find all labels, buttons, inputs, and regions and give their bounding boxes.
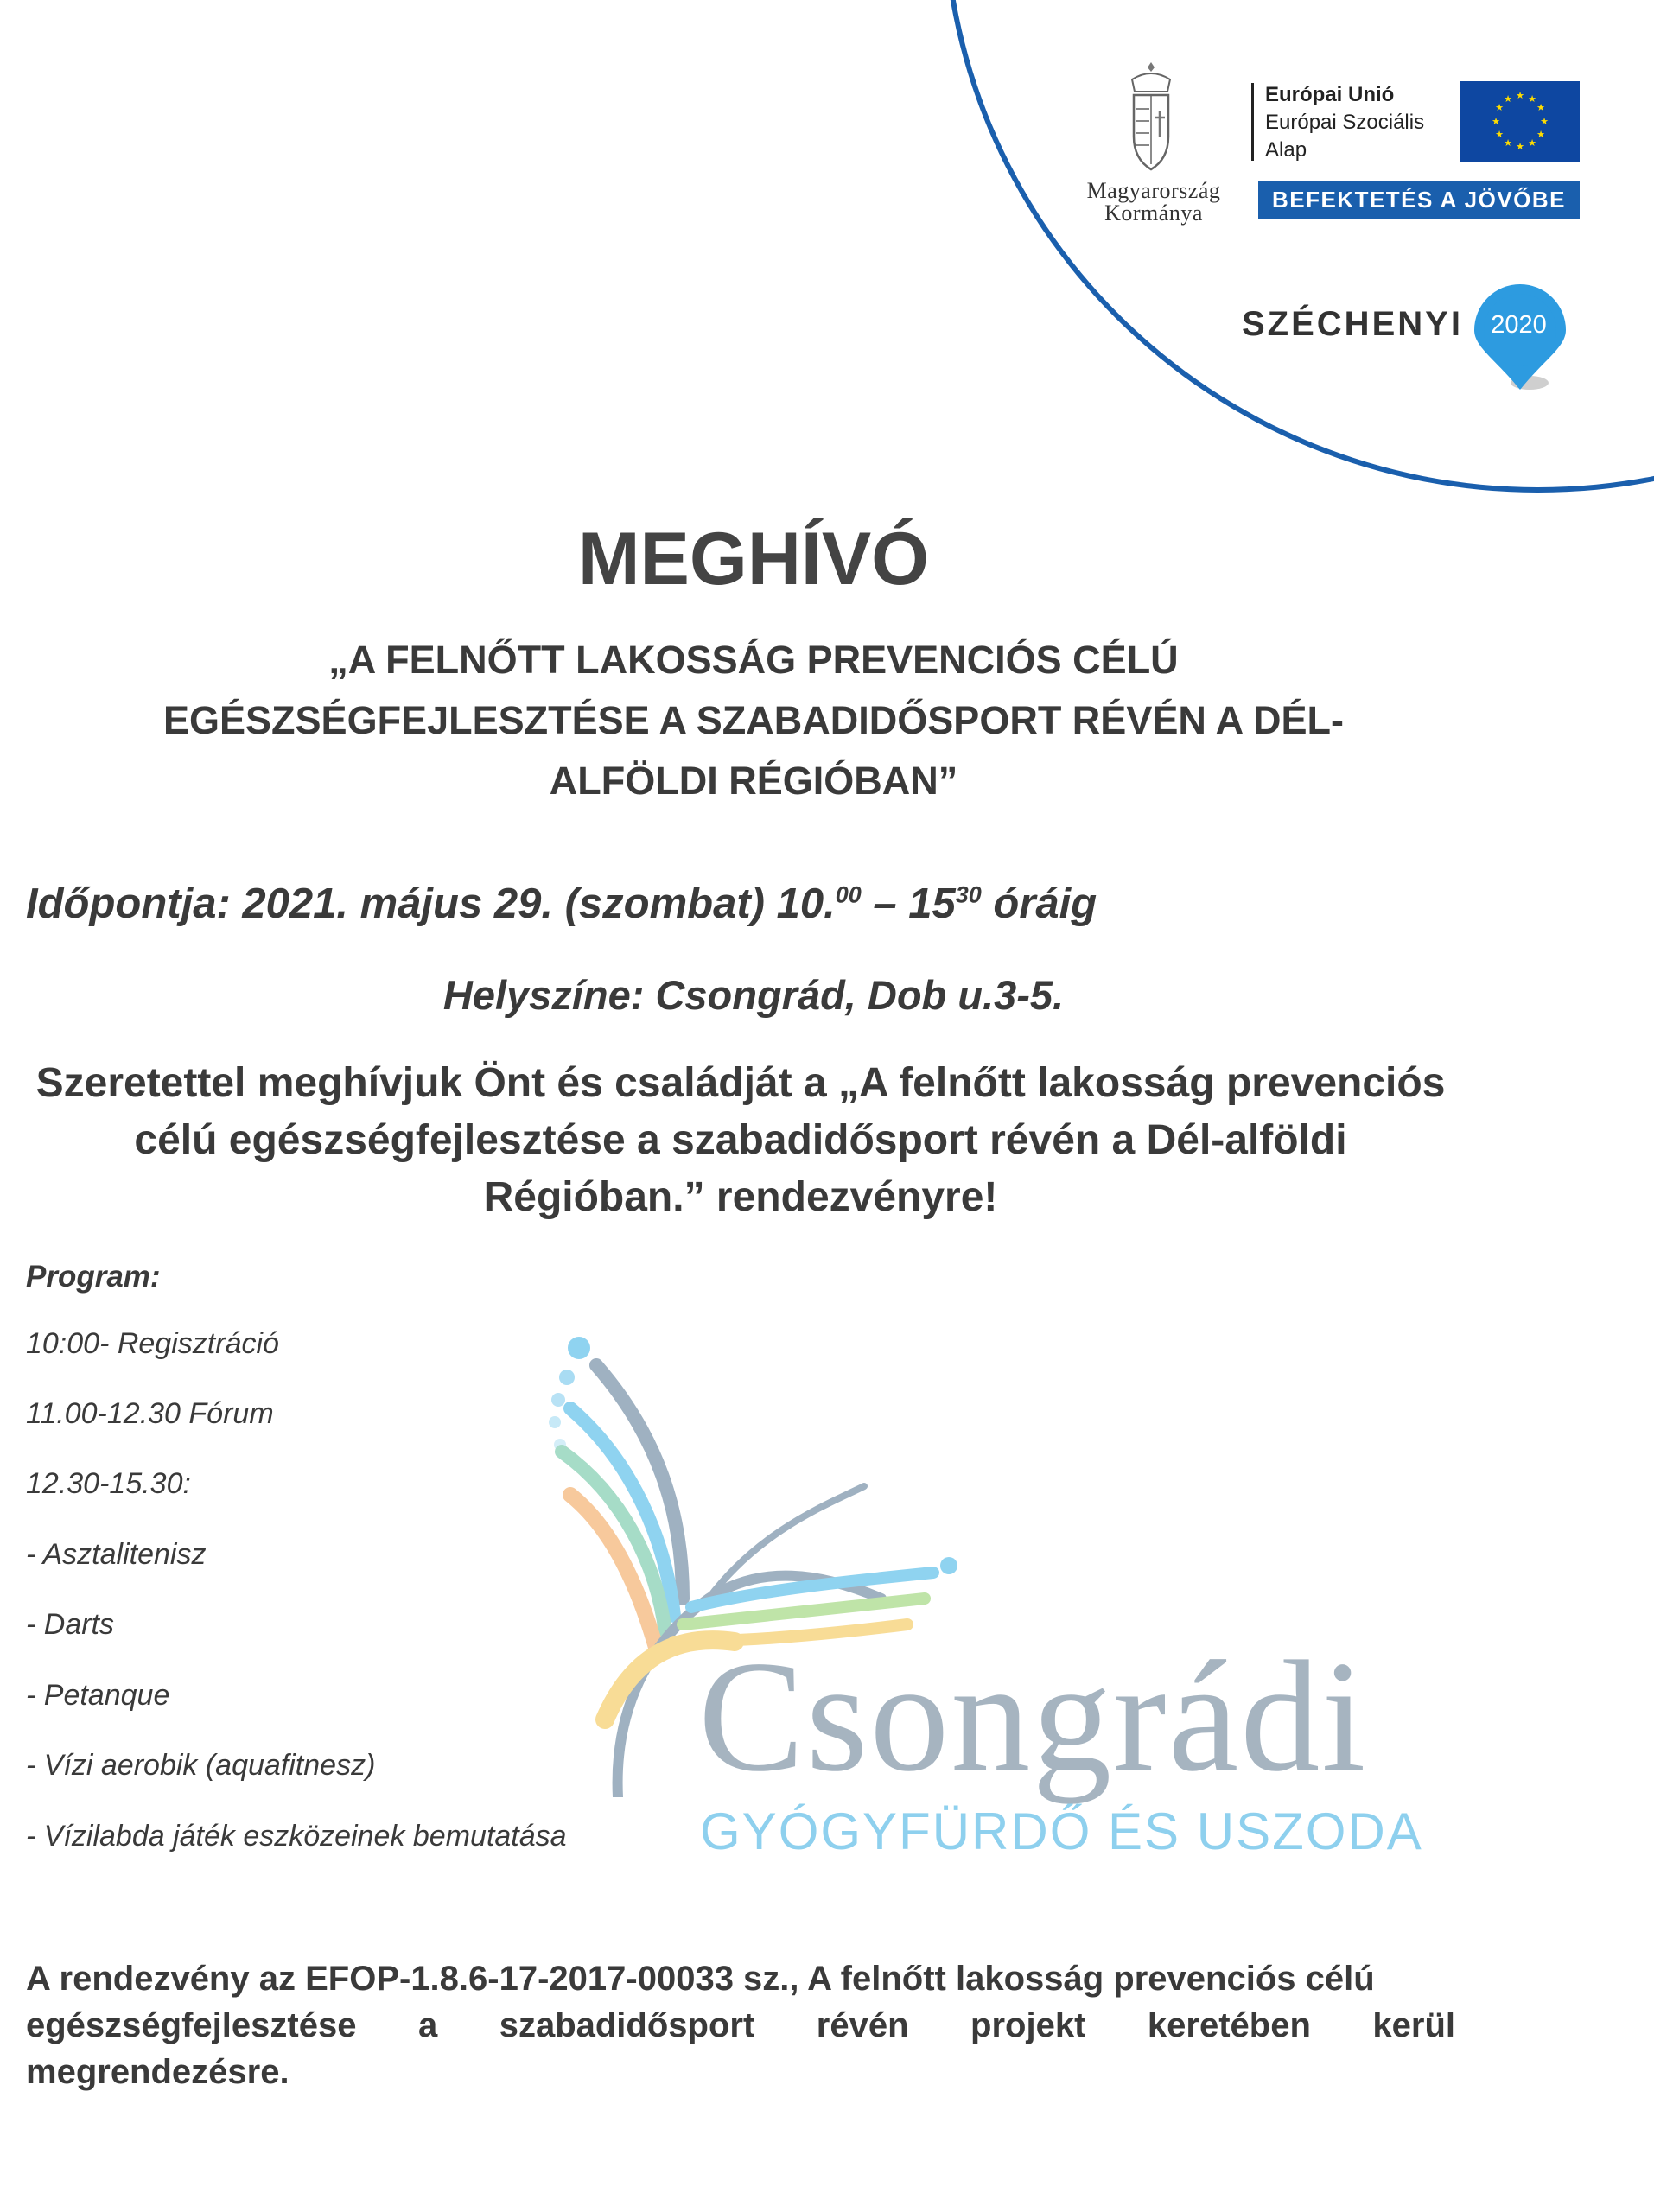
svg-text:★: ★ [1504,137,1512,149]
footer-word: projekt [970,2006,1086,2044]
svg-text:★: ★ [1528,93,1536,105]
svg-text:★: ★ [1536,102,1545,113]
eu-fund-label-2: Alap [1265,138,1307,162]
footer-word: egészségfejlesztése [26,2006,357,2044]
program-item: 10:00- Regisztráció [26,1327,279,1360]
event-time-start-minutes: 00 [835,881,862,908]
event-time [26,880,1097,928]
footer-line-1: A rendezvény az EFOP-1.8.6-17-2017-00033 sz., A felnőtt lakosság prevenciós célú [26,1960,1375,1998]
szechenyi-label: SZÉCHENYI [1242,305,1463,343]
program-heading: Program: [26,1260,161,1294]
event-time-end-minutes: 30 [955,881,982,908]
bath-logo-name: Csongrádi [698,1628,1368,1804]
footer-line-2 [26,2006,1455,2045]
invitation-line-3: Régióban.” rendezvényre! [483,1174,998,1220]
footer-line-3: megrendezésre. [26,2053,289,2091]
program-item: 12.30-15.30: [26,1467,191,1500]
government-name-line1: Magyarország [1086,178,1221,203]
header-arc [942,0,1654,493]
svg-text:★: ★ [1492,116,1500,127]
svg-text:★: ★ [1516,141,1524,152]
government-name-line2: Kormánya [1104,200,1203,226]
footer-word: szabadidősport [499,2006,755,2044]
svg-text:★: ★ [1536,129,1545,140]
svg-text:★: ★ [1540,116,1549,127]
eu-flag-icon [1460,81,1580,162]
program-item: - Vízi aerobik (aquafitnesz) [26,1749,376,1782]
eu-union-label: Európai Unió [1265,83,1395,106]
svg-text:★: ★ [1528,137,1536,149]
footer-word: révén [816,2006,909,2044]
footer-word: keretében [1147,2006,1311,2044]
subtitle-line-3: ALFÖLDI RÉGIÓBAN” [549,759,958,803]
invitation-line-1: Szeretettel meghívjuk Önt és családját a „A felnőtt lakosság prevenciós [35,1060,1446,1106]
program-item: - Vízilabda játék eszközeinek bemutatása [26,1820,567,1853]
footer-word: a [417,2006,438,2044]
eu-fund-label: Európai Szociális [1265,111,1425,134]
svg-text:★: ★ [1495,102,1504,113]
location-pin-icon [1471,283,1569,397]
event-place: Helyszíne: Csongrád, Dob u.3-5. [442,972,1065,1018]
program-item: 11.00-12.30 Fórum [26,1397,274,1430]
svg-text:★: ★ [1516,90,1524,101]
page-title: MEGHÍVÓ [577,518,930,601]
event-time-mid: – 15 [861,880,956,927]
event-time-prefix: Időpontja: 2021. május 29. (szombat) 10. [26,880,836,927]
eu-divider [1251,83,1254,161]
program-item: - Darts [26,1608,114,1641]
bath-logo-subtitle: GYÓGYFÜRDŐ ÉS USZODA [700,1802,1423,1860]
svg-text:★: ★ [1495,129,1504,140]
hungarian-coat-of-arms-icon [1123,60,1179,177]
svg-text:★: ★ [1504,93,1512,105]
invest-in-future-banner: BEFEKTETÉS A JÖVŐBE [1258,181,1580,219]
subtitle-line-1: „A FELNŐTT LAKOSSÁG PREVENCIÓS CÉLÚ [328,638,1179,682]
program-item: - Asztalitenisz [26,1538,207,1571]
subtitle-line-2: EGÉSZSÉGFEJLESZTÉSE A SZABADIDŐSPORT RÉVÉN A DÉL- [163,698,1344,742]
program-item: - Petanque [26,1679,170,1712]
invitation-line-2: célú egészségfejlesztése a szabadidősport révén a Dél-alföldi [134,1117,1347,1163]
footer-word: kerül [1372,2006,1455,2044]
szechenyi-year: 2020 [1491,311,1547,339]
event-time-suffix: óráig [981,880,1097,927]
